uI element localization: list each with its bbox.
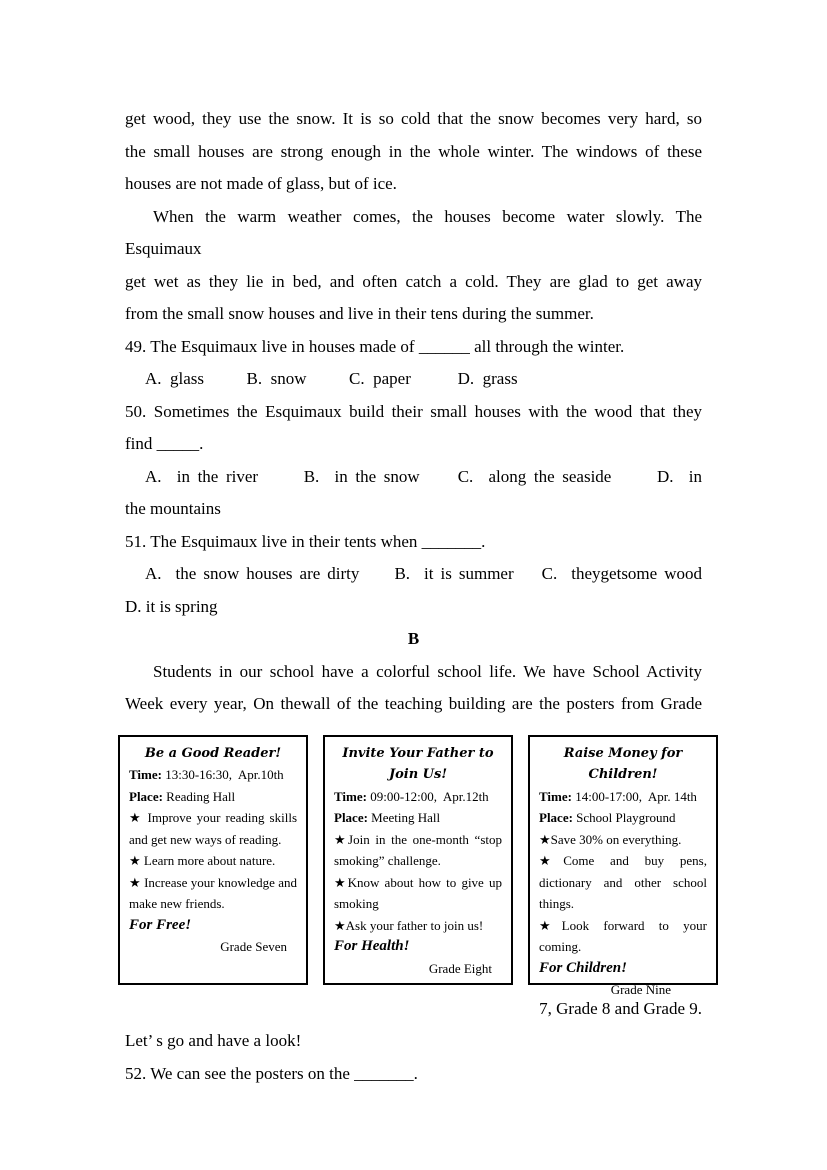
passage-a-line-2: the small houses are strong enough in the whole winter. The windows of these	[125, 141, 702, 161]
question-50-line-2: find _____.	[125, 434, 204, 453]
bullet-text: Know about how to give up smoking	[334, 874, 503, 911]
bullet-text: Look forward to your coming.	[539, 917, 707, 954]
star-icon: ★	[129, 810, 143, 825]
bullet-text: Improve your reading skills and get new ways of reading.	[129, 810, 297, 847]
poster-bullet	[129, 807, 297, 850]
poster-bullet	[334, 915, 502, 937]
star-icon: ★	[129, 853, 141, 868]
place-label: Place:	[334, 810, 368, 825]
question-51-options-line-1: A. the snow houses are dirty B. it is summer C. theygetsome wood	[145, 564, 702, 583]
passage-b-line-1: Students in our school have a colorful school life. We have School Activity	[153, 661, 702, 681]
place-value: School Playground	[572, 810, 676, 825]
place-value: Meeting Hall	[367, 810, 441, 825]
poster-place	[129, 786, 297, 808]
poster-bullet	[129, 850, 297, 872]
poster-bullet	[539, 915, 707, 958]
poster-slogan: For Health!	[334, 938, 410, 954]
poster-bullet	[539, 829, 707, 851]
poster-title: Be a Good Reader!	[144, 745, 282, 761]
poster-slogan: For Children!	[539, 959, 627, 976]
passage-a-line-5: get wet as they lie in bed, and often catch a cold. They are glad to get away	[125, 271, 702, 291]
question-52: 52. We can see the posters on the _______.	[125, 1063, 418, 1083]
question-50-options-line-2: the mountains	[125, 499, 221, 518]
poster-title: Raise Money for Children!	[563, 745, 683, 782]
poster-grade-signature: Grade Nine	[610, 982, 671, 997]
question-49: 49. The Esquimaux live in houses made of ______ all through the winter.	[125, 336, 625, 356]
star-icon: ★	[334, 831, 349, 847]
question-50-line-1: 50. Sometimes the Esquimaux build their small houses with the wood that they	[125, 401, 702, 421]
bullet-text: Join in the one-month “stop smoking” challenge.	[334, 831, 503, 868]
document-body	[125, 103, 707, 1090]
star-icon: ★	[539, 831, 551, 847]
time-value: 13:30-16:30, Apr.10th	[161, 767, 284, 782]
bullet-text: Ask your father to join us!	[345, 917, 484, 933]
star-icon: ★	[334, 874, 348, 890]
bullet-text: Save 30% on everything.	[550, 831, 682, 847]
passage-a-line-4: When the warm weather comes, the houses become water slowly. The Esquimaux	[125, 206, 702, 258]
bullet-text: Increase your knowledge and make new friends.	[129, 874, 298, 911]
time-label: Time:	[334, 788, 367, 804]
poster-grade-signature: Grade Seven	[220, 939, 287, 954]
poster-bullet	[129, 872, 297, 915]
passage-b-closing: Let’ s go and have a look!	[125, 1031, 302, 1050]
passage-a-line-1: get wood, they use the snow. It is so cold that the snow becomes very hard, so	[125, 109, 702, 128]
poster-bullet	[334, 872, 502, 915]
question-50-options-line-1: A. in the river B. in the snow C. along the seaside D. in	[145, 466, 702, 486]
poster-slogan: For Free!	[129, 916, 192, 933]
poster-place	[539, 807, 707, 829]
star-icon: ★	[334, 917, 346, 933]
place-label: Place:	[129, 788, 163, 804]
star-icon: ★	[539, 917, 562, 933]
place-value: Reading Hall	[162, 788, 236, 804]
bullet-text: Learn more about nature.	[140, 853, 276, 868]
question-51-options-line-2: D. it is spring	[125, 596, 218, 616]
star-icon: ★	[129, 874, 141, 890]
place-label: Place:	[539, 810, 573, 825]
poster-row	[118, 735, 718, 997]
poster-time	[129, 764, 297, 786]
question-49-options: A. glass B. snow C. paper D. grass	[145, 369, 518, 388]
poster-time	[539, 786, 707, 808]
poster-grade-nine	[528, 735, 718, 997]
time-value: 09:00-12:00, Apr.12th	[366, 788, 489, 804]
passage-a-line-3: houses are not made of glass, but of ice.	[125, 174, 397, 193]
poster-place	[334, 807, 502, 829]
poster-bullet	[539, 850, 707, 915]
bullet-text: Come and buy pens, dictionary and other school things.	[539, 853, 707, 911]
section-b-heading: B	[407, 629, 420, 648]
time-label: Time:	[129, 767, 162, 782]
poster-time	[334, 786, 502, 808]
poster-title-line-2: Join Us!	[388, 767, 448, 782]
time-label: Time:	[539, 788, 572, 804]
star-icon: ★	[539, 853, 564, 868]
passage-b-line-2: Week every year, On thewall of the teaching building are the posters from Grade	[125, 694, 702, 713]
passage-a-line-6: from the small snow houses and live in their tens during the summer.	[125, 304, 594, 323]
time-value: 14:00-17:00, Apr. 14th	[571, 788, 697, 804]
poster-grade-eight	[323, 735, 513, 985]
poster-grade-signature: Grade Eight	[428, 960, 492, 976]
poster-bullet	[334, 829, 502, 872]
poster-grade-seven	[118, 735, 308, 985]
passage-b-continuation: 7, Grade 8 and Grade 9.	[539, 998, 702, 1018]
poster-title: Invite Your Father to	[342, 745, 494, 761]
question-51: 51. The Esquimaux live in their tents when _______.	[125, 531, 486, 551]
